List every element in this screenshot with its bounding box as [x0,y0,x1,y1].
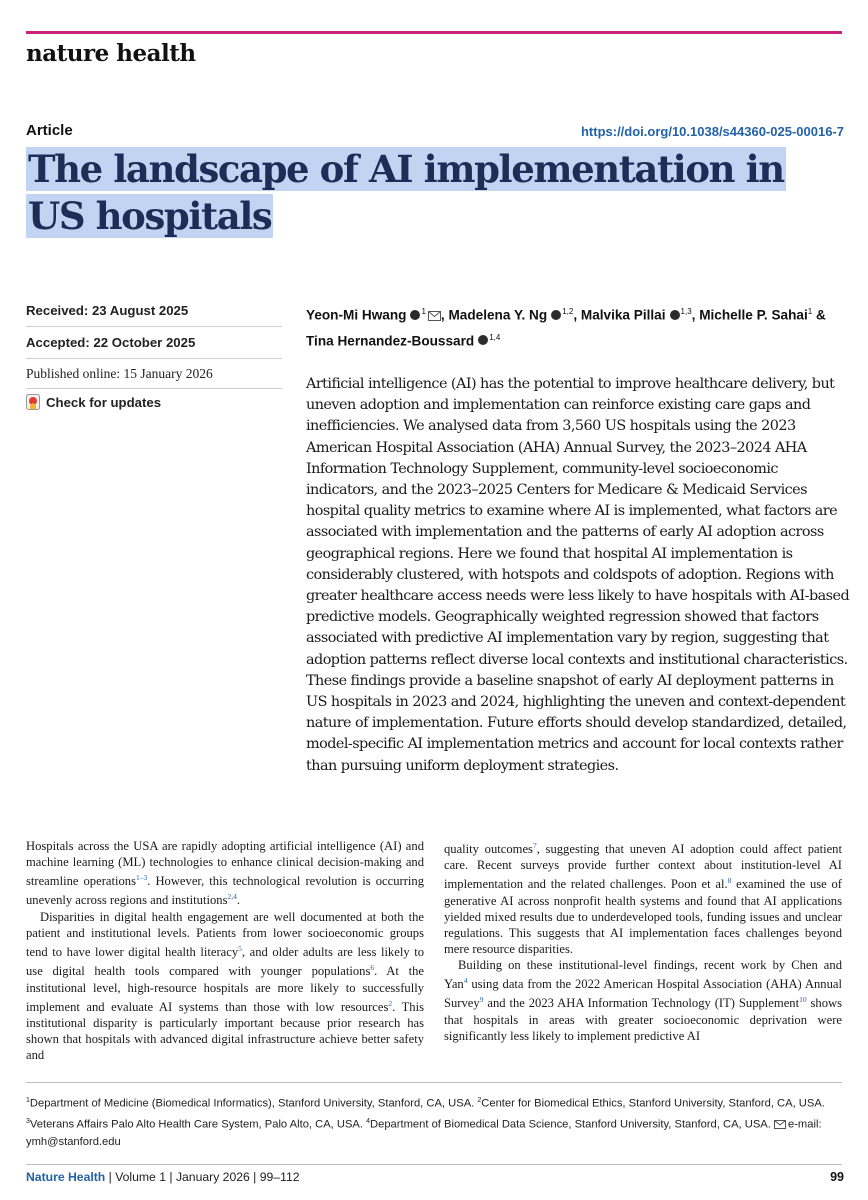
body-column-left [26,838,424,1063]
received-date: Received: 23 August 2025 [26,303,189,318]
doi-link[interactable]: https://doi.org/10.1038/s44360-025-00016-7 [580,124,844,139]
body-paragraph: Disparities in digital health engagement are well documented at both the patient and institutional levels. Patients from lower socioeconomic groups tend to have lower digital health literacy$^5$, and older adults are less likely to use digital health tools compared with younger populations$^6$. At the institutional level, high-resource hospitals are more likely to successfully implement and evaluate AI systems than those with low resources$^2$. This institutional disparity is particularly important because prior research has shown that hospitals with advanced digital infrastructure achieve better safety and [26,909,424,1063]
reference-link[interactable]: 2 [388,998,393,1008]
footer-journal[interactable]: Nature Health [26,1170,106,1184]
check-for-updates-label: Check for updates [46,394,162,410]
check-for-updates-button[interactable] [26,394,161,410]
reference-link[interactable]: 2,4 [227,892,237,902]
email-icon[interactable] [428,311,441,321]
meta-divider [26,326,282,327]
abstract: Artificial intelligence (AI) has the potential to improve healthcare delivery, but uneven adoption and implementation can reinforce existing care gaps and inefficiencies. We analysed data from 3,560 US hospitals using the 2023 American Hospital Association (AHA) Annual Survey, the 2023–2024 AHA Information Technology Supplement, community-level socioeconomic indicators, and the 2023–2025 Centers for Medicare & Medicaid Services hospital quality metrics to examine where AI is implemented, what factors are associated with implementation and the patterns of early AI adoption across geographical regions. Here we found that hospital AI implementation is considerably clustered, with hotspots and coldspots of adoption. Regions with greater healthcare access needs were less likely to have hospitals with AI-based predictive models. Geographically weighted regression showed that factors associated with predictive AI implementation vary by region, suggesting that adoption patterns reflect diverse local contexts and institutional characteristics. These findings provide a baseline snapshot of early AI deployment patterns in US hospitals in 2023 and 2024, highlighting the uneven and context-dependent nature of implementation. Future efforts should develop standardized, detailed, model-specific AI implementation metrics and account for local contexts rather than pursuing uniform deployment strategies. [306,376,850,774]
author-affiliation: 1 [807,307,813,316]
author-list: Yeon-Mi Hwang $^1$ , Madelena Y. Ng $^{1,2}$, Malvika Pillai $^{1,3}$, Michelle P. Sahai$^1$ & Tina Hernandez-Boussard $^{1,4}$ [306,307,826,349]
author-affiliation: 1,3 [680,307,692,316]
body-column-right [444,838,842,1044]
author-affiliation: 1,2 [562,307,574,316]
author-affiliation: 1 [421,307,426,316]
footnote-rule [26,1082,842,1083]
email-link[interactable]: e-mail: ymh@stanford.edu [26,1118,822,1149]
author-name[interactable]: Malvika Pillai [580,307,666,323]
meta-divider [26,388,282,389]
reference-link[interactable]: 6 [370,963,375,973]
crossmark-icon [26,394,40,410]
orcid-icon[interactable] [410,310,420,320]
title-line-1: The landscape of AI implementation in [28,147,784,191]
orcid-icon[interactable] [670,310,680,320]
meta-divider [26,358,282,359]
article-title [26,146,826,240]
journal-logo: nature health [26,40,196,67]
footer-details: | Volume 1 | January 2026 | 99–112 [105,1170,300,1184]
header-rule [26,31,842,34]
page-footer [26,1170,300,1184]
reference-link[interactable]: 1–3 [135,873,148,883]
body-paragraph: quality outcomes$^7$, suggesting that uneven AI adoption could affect patient care. Recent surveys provide further context about institution-level AI implementation and the related challenges. Poon et al.$^8$ examined the use of generative AI across nonprofit health systems and found that AI applications yielded mixed results due to underdeveloped tools, funding issues and unclear regulations. This suggests that AI implementation faces challenges beyond mere resource disparities. [444,841,842,956]
accepted-date: Accepted: 22 October 2025 [26,335,196,350]
affiliations: $^1$Department of Medicine (Biomedical Informatics), Stanford University, Stanford, CA, USA. $^2$Center for Biomedical Ethics, Stanford University, Stanford, CA, USA. $^3$Veterans Affairs Palo Alto Health Care System, Palo Alto, CA, USA. $^4$Department of Biomedical Data Science, Stanford University, Stanford, CA, USA. e-mail: ymh@stanford.edu [26,1097,825,1149]
author-name[interactable]: Michelle P. Sahai [699,307,808,323]
published-date: Published online: 15 January 2026 [26,366,213,381]
email-icon [774,1120,786,1129]
orcid-icon[interactable] [478,335,488,345]
reference-link[interactable]: 5 [238,943,242,953]
page-number: 99 [830,1170,844,1184]
author-name[interactable]: Yeon-Mi Hwang [306,307,407,323]
body-paragraph: Hospitals across the USA are rapidly adopting artificial intelligence (AI) and machine learning (ML) technologies to enhance clinical decision-making and streamline operations$^{1-3}$. However, this technological revolution is occurring unevenly across regions and institutions$^{2,4}$. [26,839,425,908]
author-name[interactable]: Tina Hernandez-Boussard [306,333,475,349]
reference-link[interactable]: 10 [799,995,807,1005]
reference-link[interactable]: 9 [479,995,484,1005]
title-line-2: US hospitals [28,194,272,238]
reference-link[interactable]: 7 [532,841,537,850]
reference-link[interactable]: 8 [727,876,732,886]
body-paragraph: Building on these institutional-level findings, recent work by Chen and Yan$^4$ using data from the 2022 American Hospital Association (AHA) Annual Survey$^9$ and the 2023 AHA Information Technology (IT) Supplement$^{10}$ shows that hospitals in areas with greater socioeconomic deprivation were significantly less likely to implement predictive AI [444,958,843,1043]
orcid-icon[interactable] [551,310,561,320]
article-type: Article [26,122,73,139]
footer-rule [26,1164,842,1165]
author-name[interactable]: Madelena Y. Ng [448,307,548,323]
reference-link[interactable]: 4 [463,976,468,986]
author-affiliation: 1,4 [489,332,501,342]
